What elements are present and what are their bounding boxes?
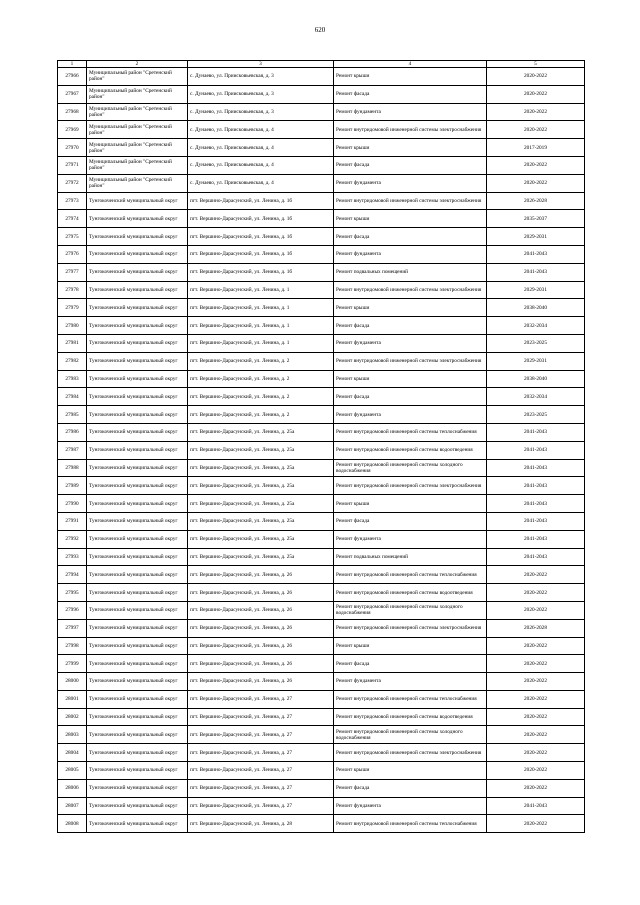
- work-type-cell: Ремонт крыши: [334, 299, 487, 317]
- municipality-cell: Тунгокоченский муниципальный округ: [87, 655, 188, 673]
- table-row: [58, 121, 585, 139]
- municipality-cell: Тунгокоченский муниципальный округ: [87, 299, 188, 317]
- table-row: [58, 815, 585, 833]
- work-type-cell: Ремонт внутридомовой инженерной системы теплоснабжения: [334, 690, 487, 708]
- period-cell: 2020-2022: [487, 726, 585, 744]
- municipality-cell: Тунгокоченский муниципальный округ: [87, 281, 188, 299]
- address-cell: пгт. Вершино-Дарасунский, ул. Ленина, д. 25а: [188, 495, 334, 513]
- row-number: 28006: [58, 779, 87, 797]
- table-row: [58, 708, 585, 726]
- address-cell: пгт. Вершино-Дарасунский, ул. Ленина, д. 26: [188, 619, 334, 637]
- table-row: [58, 441, 585, 459]
- address-cell: с. Дунаево, ул. Приисковьевская, д. 3: [188, 68, 334, 86]
- row-number: 27986: [58, 423, 87, 441]
- table-row: [58, 68, 585, 86]
- row-number: 27968: [58, 103, 87, 121]
- work-type-cell: Ремонт фасада: [334, 156, 487, 174]
- period-cell: 2041-2043: [487, 263, 585, 281]
- period-cell: 2041-2043: [487, 423, 585, 441]
- period-cell: 2020-2022: [487, 68, 585, 86]
- municipality-cell: Тунгокоченский муниципальный округ: [87, 512, 188, 530]
- work-type-cell: Ремонт фасада: [334, 317, 487, 335]
- period-cell: 2020-2022: [487, 779, 585, 797]
- period-cell: 2041-2043: [487, 441, 585, 459]
- row-number: 27980: [58, 317, 87, 335]
- row-number: 27992: [58, 530, 87, 548]
- address-cell: с. Дунаево, ул. Приисковьевская, д. 3: [188, 103, 334, 121]
- work-type-cell: Ремонт фасада: [334, 655, 487, 673]
- row-number: 27978: [58, 281, 87, 299]
- capital-repair-table: [57, 60, 585, 833]
- table-row: [58, 459, 585, 477]
- work-type-cell: Ремонт фундамента: [334, 174, 487, 192]
- period-cell: 2038-2040: [487, 299, 585, 317]
- row-number: 27987: [58, 441, 87, 459]
- row-number: 27972: [58, 174, 87, 192]
- address-cell: пгт. Вершино-Дарасунский, ул. Ленина, д. 1: [188, 299, 334, 317]
- row-number: 28004: [58, 744, 87, 762]
- work-type-cell: Ремонт фасада: [334, 388, 487, 406]
- municipality-cell: Тунгокоченский муниципальный округ: [87, 477, 188, 495]
- table-row: [58, 281, 585, 299]
- address-cell: с. Дунаево, ул. Приисковьевская, д. 3: [188, 85, 334, 103]
- work-type-cell: Ремонт внутридомовой инженерной системы холодного водоснабжения: [334, 601, 487, 619]
- municipality-cell: Тунгокоченский муниципальный округ: [87, 388, 188, 406]
- work-type-cell: Ремонт внутридомовой инженерной системы водоотведения: [334, 441, 487, 459]
- municipality-cell: Тунгокоченский муниципальный округ: [87, 245, 188, 263]
- row-number: 27988: [58, 459, 87, 477]
- table-row: [58, 601, 585, 619]
- work-type-cell: Ремонт фундамента: [334, 406, 487, 424]
- address-cell: пгт. Вершино-Дарасунский, ул. Ленина, д. 26: [188, 637, 334, 655]
- table-body: [58, 68, 585, 833]
- table-row: [58, 530, 585, 548]
- municipality-cell: Тунгокоченский муниципальный округ: [87, 815, 188, 833]
- address-cell: пгт. Вершино-Дарасунский, ул. Ленина, д. 25а: [188, 512, 334, 530]
- work-type-cell: Ремонт фундамента: [334, 530, 487, 548]
- municipality-cell: Муниципальный район "Сретенский район": [87, 174, 188, 192]
- address-cell: пгт. Вершино-Дарасунский, ул. Ленина, д. 1: [188, 281, 334, 299]
- work-type-cell: Ремонт внутридомовой инженерной системы теплоснабжения: [334, 566, 487, 584]
- work-type-cell: Ремонт внутридомовой инженерной системы электроснабжения: [334, 352, 487, 370]
- table-row: [58, 726, 585, 744]
- address-cell: пгт. Вершино-Дарасунский, ул. Ленина, д. 27: [188, 779, 334, 797]
- address-cell: пгт. Вершино-Дарасунский, ул. Ленина, д. 26: [188, 655, 334, 673]
- work-type-cell: Ремонт подвальных помещений: [334, 548, 487, 566]
- row-number: 27996: [58, 601, 87, 619]
- period-cell: 2032-2034: [487, 317, 585, 335]
- address-cell: пгт. Вершино-Дарасунский, ул. Ленина, д. 26: [188, 584, 334, 602]
- address-cell: пгт. Вершино-Дарасунский, ул. Ленина, д. 25а: [188, 441, 334, 459]
- municipality-cell: Тунгокоченский муниципальный округ: [87, 192, 188, 210]
- municipality-cell: Муниципальный район "Сретенский район": [87, 156, 188, 174]
- municipality-cell: Тунгокоченский муниципальный округ: [87, 423, 188, 441]
- row-number: 28005: [58, 762, 87, 780]
- address-cell: с. Дунаево, ул. Приисковьевская, д. 4: [188, 174, 334, 192]
- municipality-cell: Тунгокоченский муниципальный округ: [87, 744, 188, 762]
- row-number: 27998: [58, 637, 87, 655]
- work-type-cell: Ремонт крыши: [334, 68, 487, 86]
- row-number: 27973: [58, 192, 87, 210]
- table-row: [58, 566, 585, 584]
- table-row: [58, 423, 585, 441]
- address-cell: пгт. Вершино-Дарасунский, ул. Ленина, д. 27: [188, 708, 334, 726]
- table-row: [58, 192, 585, 210]
- row-number: 28002: [58, 708, 87, 726]
- address-cell: пгт. Вершино-Дарасунский, ул. Ленина, д. 25а: [188, 423, 334, 441]
- period-cell: 2020-2022: [487, 744, 585, 762]
- address-cell: пгт. Вершино-Дарасунский, ул. Ленина, д. 26: [188, 601, 334, 619]
- table-row: [58, 370, 585, 388]
- work-type-cell: Ремонт фундамента: [334, 334, 487, 352]
- address-cell: пгт. Вершино-Дарасунский, ул. Ленина, д. 27: [188, 726, 334, 744]
- period-cell: 2017-2019: [487, 139, 585, 157]
- row-number: 27995: [58, 584, 87, 602]
- row-number: 27976: [58, 245, 87, 263]
- table-row: [58, 228, 585, 246]
- municipality-cell: Тунгокоченский муниципальный округ: [87, 495, 188, 513]
- table-row: [58, 263, 585, 281]
- period-cell: 2020-2022: [487, 762, 585, 780]
- municipality-cell: Тунгокоченский муниципальный округ: [87, 619, 188, 637]
- address-cell: пгт. Вершино-Дарасунский, ул. Ленина, д. 2: [188, 370, 334, 388]
- row-number: 27993: [58, 548, 87, 566]
- municipality-cell: Тунгокоченский муниципальный округ: [87, 779, 188, 797]
- address-cell: пгт. Вершино-Дарасунский, ул. Ленина, д. 1б: [188, 210, 334, 228]
- row-number: 27983: [58, 370, 87, 388]
- address-cell: пгт. Вершино-Дарасунский, ул. Ленина, д. 1: [188, 334, 334, 352]
- work-type-cell: Ремонт крыши: [334, 210, 487, 228]
- work-type-cell: Ремонт фасада: [334, 85, 487, 103]
- table-row: [58, 744, 585, 762]
- row-number: 27990: [58, 495, 87, 513]
- row-number: 27991: [58, 512, 87, 530]
- address-cell: пгт. Вершино-Дарасунский, ул. Ленина, д. 1б: [188, 192, 334, 210]
- work-type-cell: Ремонт крыши: [334, 637, 487, 655]
- address-cell: пгт. Вершино-Дарасунский, ул. Ленина, д. 27: [188, 690, 334, 708]
- municipality-cell: Тунгокоченский муниципальный округ: [87, 210, 188, 228]
- municipality-cell: Тунгокоченский муниципальный округ: [87, 726, 188, 744]
- row-number: 27984: [58, 388, 87, 406]
- work-type-cell: Ремонт подвальных помещений: [334, 263, 487, 281]
- work-type-cell: Ремонт внутридомовой инженерной системы электроснабжения: [334, 192, 487, 210]
- table-row: [58, 655, 585, 673]
- table-row: [58, 673, 585, 691]
- address-cell: пгт. Вершино-Дарасунский, ул. Ленина, д. 1: [188, 317, 334, 335]
- municipality-cell: Тунгокоченский муниципальный округ: [87, 637, 188, 655]
- municipality-cell: Тунгокоченский муниципальный округ: [87, 317, 188, 335]
- work-type-cell: Ремонт внутридомовой инженерной системы электроснабжения: [334, 744, 487, 762]
- row-number: 27979: [58, 299, 87, 317]
- row-number: 27967: [58, 85, 87, 103]
- row-number: 27966: [58, 68, 87, 86]
- work-type-cell: Ремонт крыши: [334, 762, 487, 780]
- row-number: 28001: [58, 690, 87, 708]
- table-row: [58, 352, 585, 370]
- work-type-cell: Ремонт внутридомовой инженерной системы теплоснабжения: [334, 423, 487, 441]
- period-cell: 2041-2043: [487, 459, 585, 477]
- row-number: 27977: [58, 263, 87, 281]
- address-cell: пгт. Вершино-Дарасунский, ул. Ленина, д. 25а: [188, 530, 334, 548]
- period-cell: 2041-2043: [487, 477, 585, 495]
- municipality-cell: Муниципальный район "Сретенский район": [87, 139, 188, 157]
- period-cell: 2020-2022: [487, 601, 585, 619]
- row-number: 27974: [58, 210, 87, 228]
- municipality-cell: Муниципальный район "Сретенский район": [87, 121, 188, 139]
- municipality-cell: Тунгокоченский муниципальный округ: [87, 530, 188, 548]
- table-row: [58, 548, 585, 566]
- period-cell: 2020-2022: [487, 708, 585, 726]
- period-cell: 2029-2031: [487, 281, 585, 299]
- municipality-cell: Тунгокоченский муниципальный округ: [87, 459, 188, 477]
- period-cell: 2020-2022: [487, 156, 585, 174]
- row-number: 27981: [58, 334, 87, 352]
- table-row: [58, 388, 585, 406]
- municipality-cell: Тунгокоченский муниципальный округ: [87, 673, 188, 691]
- address-cell: пгт. Вершино-Дарасунский, ул. Ленина, д. 27: [188, 762, 334, 780]
- table-row: [58, 85, 585, 103]
- work-type-cell: Ремонт фундамента: [334, 245, 487, 263]
- municipality-cell: Тунгокоченский муниципальный округ: [87, 334, 188, 352]
- row-number: 27975: [58, 228, 87, 246]
- row-number: 27997: [58, 619, 87, 637]
- row-number: 27999: [58, 655, 87, 673]
- work-type-cell: Ремонт внутридомовой инженерной системы холодного водоснабжения: [334, 726, 487, 744]
- municipality-cell: Тунгокоченский муниципальный округ: [87, 548, 188, 566]
- municipality-cell: Тунгокоченский муниципальный округ: [87, 708, 188, 726]
- period-cell: 2041-2043: [487, 512, 585, 530]
- period-cell: 2020-2022: [487, 103, 585, 121]
- table-row: [58, 317, 585, 335]
- address-cell: пгт. Вершино-Дарасунский, ул. Ленина, д. 1б: [188, 228, 334, 246]
- table-row: [58, 406, 585, 424]
- work-type-cell: Ремонт крыши: [334, 495, 487, 513]
- row-number: 27989: [58, 477, 87, 495]
- period-cell: 2026-2028: [487, 619, 585, 637]
- municipality-cell: Тунгокоченский муниципальный округ: [87, 228, 188, 246]
- municipality-cell: Тунгокоченский муниципальный округ: [87, 263, 188, 281]
- municipality-cell: Муниципальный район "Сретенский район": [87, 85, 188, 103]
- column-header: 3: [188, 61, 334, 68]
- table-row: [58, 299, 585, 317]
- table-row: [58, 495, 585, 513]
- work-type-cell: Ремонт фундамента: [334, 797, 487, 815]
- work-type-cell: Ремонт фасада: [334, 512, 487, 530]
- row-number: 27985: [58, 406, 87, 424]
- work-type-cell: Ремонт фасада: [334, 779, 487, 797]
- table-row: [58, 139, 585, 157]
- address-cell: с. Дунаево, ул. Приисковьевская, д. 4: [188, 156, 334, 174]
- work-type-cell: Ремонт внутридомовой инженерной системы водоотведения: [334, 708, 487, 726]
- period-cell: 2020-2022: [487, 174, 585, 192]
- address-cell: пгт. Вершино-Дарасунский, ул. Ленина, д. 26: [188, 566, 334, 584]
- work-type-cell: Ремонт внутридомовой инженерной системы электроснабжения: [334, 121, 487, 139]
- column-header: 2: [87, 61, 188, 68]
- table-row: [58, 637, 585, 655]
- address-cell: пгт. Вершино-Дарасунский, ул. Ленина, д. 27: [188, 797, 334, 815]
- table-row: [58, 690, 585, 708]
- address-cell: с. Дунаево, ул. Приисковьевская, д. 4: [188, 139, 334, 157]
- table-row: [58, 619, 585, 637]
- work-type-cell: Ремонт фасада: [334, 228, 487, 246]
- address-cell: пгт. Вершино-Дарасунский, ул. Ленина, д. 2: [188, 388, 334, 406]
- address-cell: пгт. Вершино-Дарасунский, ул. Ленина, д. 25а: [188, 459, 334, 477]
- period-cell: 2035-2037: [487, 210, 585, 228]
- address-cell: пгт. Вершино-Дарасунский, ул. Ленина, д. 27: [188, 744, 334, 762]
- work-type-cell: Ремонт фундамента: [334, 103, 487, 121]
- period-cell: 2029-2031: [487, 228, 585, 246]
- work-type-cell: Ремонт фундамента: [334, 673, 487, 691]
- municipality-cell: Тунгокоченский муниципальный округ: [87, 370, 188, 388]
- table-row: [58, 762, 585, 780]
- period-cell: 2041-2043: [487, 797, 585, 815]
- table-row: [58, 334, 585, 352]
- period-cell: 2020-2022: [487, 85, 585, 103]
- period-cell: 2020-2022: [487, 121, 585, 139]
- column-header: 1: [58, 61, 87, 68]
- column-header: 5: [487, 61, 585, 68]
- period-cell: 2020-2022: [487, 673, 585, 691]
- period-cell: 2041-2043: [487, 548, 585, 566]
- work-type-cell: Ремонт крыши: [334, 370, 487, 388]
- work-type-cell: Ремонт внутридомовой инженерной системы водоотведения: [334, 584, 487, 602]
- period-cell: 2023-2025: [487, 334, 585, 352]
- address-cell: пгт. Вершино-Дарасунский, ул. Ленина, д. 25а: [188, 477, 334, 495]
- period-cell: 2041-2043: [487, 530, 585, 548]
- work-type-cell: Ремонт внутридомовой инженерной системы электроснабжения: [334, 281, 487, 299]
- address-cell: пгт. Вершино-Дарасунский, ул. Ленина, д. 1б: [188, 263, 334, 281]
- row-number: 27971: [58, 156, 87, 174]
- municipality-cell: Тунгокоченский муниципальный округ: [87, 584, 188, 602]
- address-cell: с. Дунаево, ул. Приисковьевская, д. 4: [188, 121, 334, 139]
- work-type-cell: Ремонт внутридомовой инженерной системы теплоснабжения: [334, 815, 487, 833]
- row-number: 28000: [58, 673, 87, 691]
- period-cell: 2020-2022: [487, 690, 585, 708]
- table-row: [58, 156, 585, 174]
- period-cell: 2020-2022: [487, 637, 585, 655]
- table-row: [58, 512, 585, 530]
- period-cell: 2032-2034: [487, 388, 585, 406]
- period-cell: 2020-2022: [487, 566, 585, 584]
- table-row: [58, 584, 585, 602]
- work-type-cell: Ремонт внутридомовой инженерной системы холодного водоснабжения: [334, 459, 487, 477]
- address-cell: пгт. Вершино-Дарасунский, ул. Ленина, д. 26: [188, 673, 334, 691]
- municipality-cell: Тунгокоченский муниципальный округ: [87, 690, 188, 708]
- period-cell: 2020-2022: [487, 815, 585, 833]
- period-cell: 2041-2043: [487, 495, 585, 513]
- row-number: 27970: [58, 139, 87, 157]
- table-header-row: [58, 61, 585, 68]
- municipality-cell: Тунгокоченский муниципальный округ: [87, 762, 188, 780]
- period-cell: 2020-2022: [487, 584, 585, 602]
- municipality-cell: Тунгокоченский муниципальный округ: [87, 566, 188, 584]
- municipality-cell: Тунгокоченский муниципальный округ: [87, 797, 188, 815]
- row-number: 28003: [58, 726, 87, 744]
- address-cell: пгт. Вершино-Дарасунский, ул. Ленина, д. 2: [188, 406, 334, 424]
- address-cell: пгт. Вершино-Дарасунский, ул. Ленина, д. 25а: [188, 548, 334, 566]
- period-cell: 2026-2028: [487, 192, 585, 210]
- address-cell: пгт. Вершино-Дарасунский, ул. Ленина, д. 1б: [188, 245, 334, 263]
- work-type-cell: Ремонт внутридомовой инженерной системы электроснабжения: [334, 619, 487, 637]
- table-row: [58, 779, 585, 797]
- table-row: [58, 797, 585, 815]
- period-cell: 2038-2040: [487, 370, 585, 388]
- table-row: [58, 477, 585, 495]
- period-cell: 2029-2031: [487, 352, 585, 370]
- row-number: 28007: [58, 797, 87, 815]
- page-number: 620: [314, 26, 326, 34]
- column-header: 4: [334, 61, 487, 68]
- work-type-cell: Ремонт внутридомовой инженерной системы электроснабжения: [334, 477, 487, 495]
- table-row: [58, 210, 585, 228]
- municipality-cell: Тунгокоченский муниципальный округ: [87, 352, 188, 370]
- table-row: [58, 245, 585, 263]
- period-cell: 2023-2025: [487, 406, 585, 424]
- table-row: [58, 174, 585, 192]
- work-type-cell: Ремонт крыши: [334, 139, 487, 157]
- row-number: 27994: [58, 566, 87, 584]
- address-cell: пгт. Вершино-Дарасунский, ул. Ленина, д. 2: [188, 352, 334, 370]
- municipality-cell: Тунгокоченский муниципальный округ: [87, 601, 188, 619]
- period-cell: 2020-2022: [487, 655, 585, 673]
- municipality-cell: Муниципальный район "Сретенский район": [87, 68, 188, 86]
- row-number: 27982: [58, 352, 87, 370]
- address-cell: пгт. Вершино-Дарасунский, ул. Ленина, д. 28: [188, 815, 334, 833]
- municipality-cell: Тунгокоченский муниципальный округ: [87, 406, 188, 424]
- row-number: 28008: [58, 815, 87, 833]
- table-row: [58, 103, 585, 121]
- municipality-cell: Тунгокоченский муниципальный округ: [87, 441, 188, 459]
- row-number: 27969: [58, 121, 87, 139]
- period-cell: 2041-2043: [487, 245, 585, 263]
- municipality-cell: Муниципальный район "Сретенский район": [87, 103, 188, 121]
